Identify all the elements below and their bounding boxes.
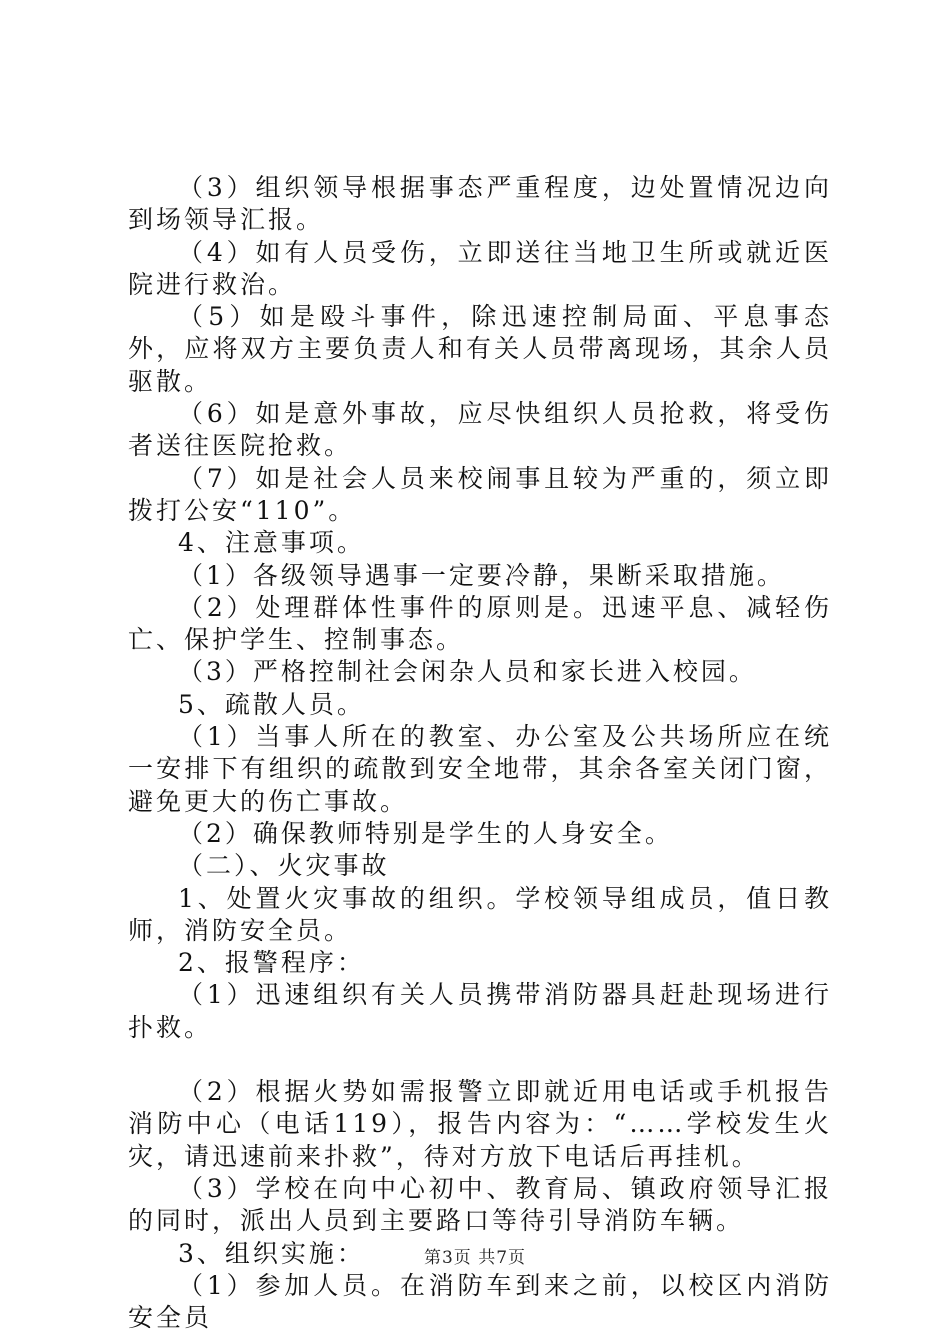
paragraph: （3）严格控制社会闲杂人员和家长进入校园。 (178, 657, 757, 687)
paragraph: （6）如是意外事故，应尽快组织人员抢救，将受伤者送往医院抢救。 (128, 399, 832, 461)
paragraph: （3）学校在向中心初中、教育局、镇政府领导汇报的同时，派出人员到主要路口等待引导消防车辆。 (128, 1173, 832, 1236)
paragraph: 1、处置火灾事故的组织。学校领导组成员，值日教师，消防安全员。 (128, 883, 832, 945)
paragraph: （5）如是殴斗事件，除迅速控制局面、平息事态外，应将双方主要负责人和有关人员带离现场，其余人员驱散。 (128, 302, 832, 396)
paragraph: （1）参加人员。在消防车到来之前，以校区内消防安全员 (128, 1270, 832, 1333)
paragraph: （1）各级领导遇事一定要冷静，果断采取措施。 (178, 560, 785, 590)
paragraph: （7）如是社会人员来校闹事且较为严重的，须立即拨打公安“110”。 (128, 463, 832, 525)
section-heading: 5、疏散人员。 (178, 689, 365, 719)
paragraph: （2）确保教师特别是学生的人身安全。 (178, 818, 673, 848)
section-heading: 4、注意事项。 (178, 528, 365, 558)
section-heading: 3、组织实施： (178, 1238, 365, 1268)
page-number-footer: 第3页 共7页 (423, 1248, 527, 1268)
section-heading: 2、报警程序： (178, 948, 365, 978)
section-heading: （二）、火灾事故 (178, 851, 390, 881)
paragraph: （3）组织领导根据事态严重程度，边处置情况边向到场领导汇报。 (128, 173, 832, 235)
paragraph: （1）迅速组织有关人员携带消防器具赶赴现场进行扑救。 (128, 980, 832, 1042)
paragraph: （2）根据火势如需报警立即就近用电话或手机报告消防中心（电话119），报告内容为：“……学校发生火灾，请迅速前来扑救”，待对方放下电话后再挂机。 (128, 1077, 832, 1171)
paragraph: （1）当事人所在的教室、办公室及公共场所应在统一安排下有组织的疏散到安全地带，其余各室关闭门窗，避免更大的伤亡事故。 (128, 722, 832, 816)
paragraph: （2）处理群体性事件的原则是。迅速平息、减轻伤亡、保护学生、控制事态。 (128, 592, 832, 655)
paragraph: （4）如有人员受伤，立即送往当地卫生所或就近医院进行救治。 (128, 237, 832, 299)
document-body (128, 172, 832, 1334)
